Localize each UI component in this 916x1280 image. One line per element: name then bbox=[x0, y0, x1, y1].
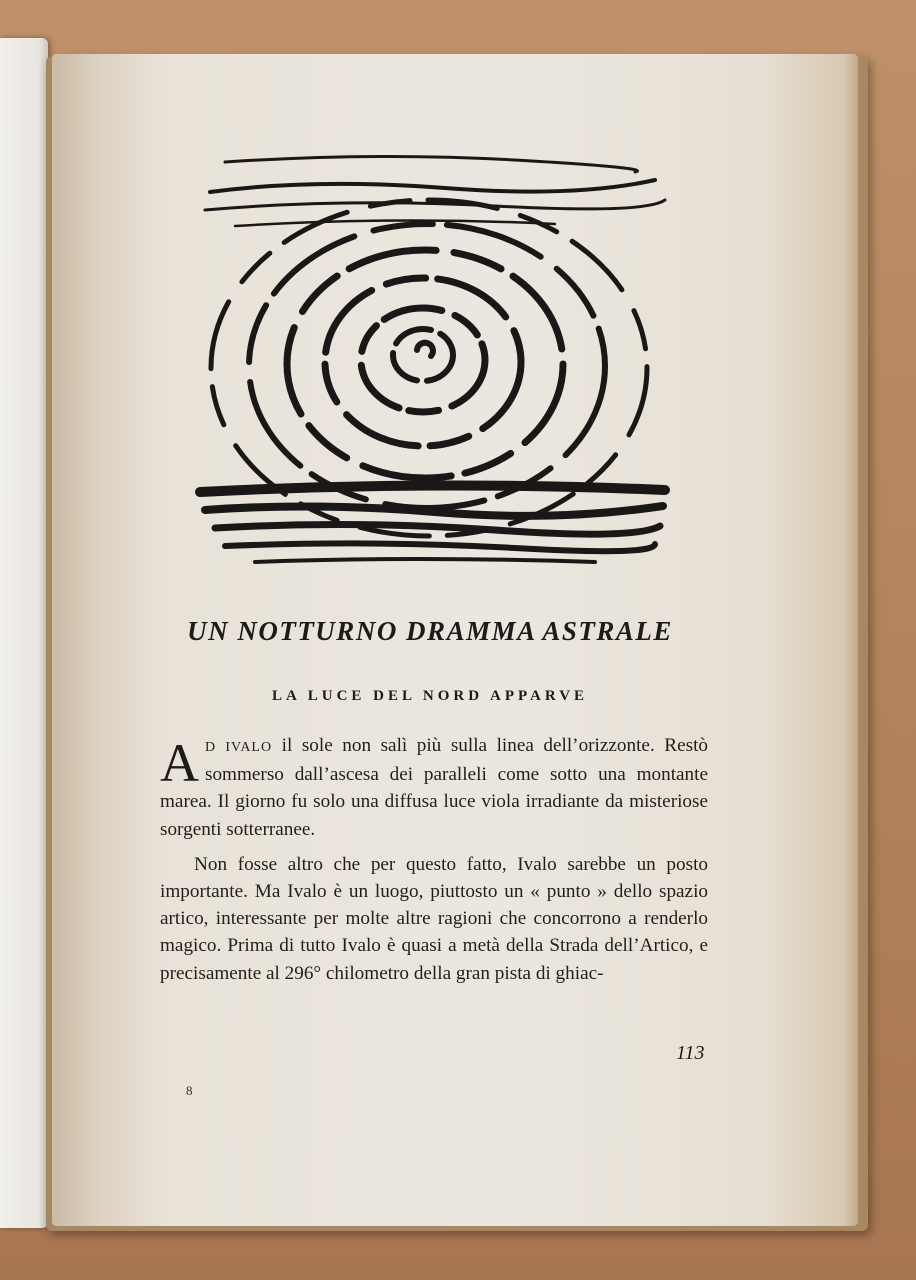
previous-page-edge bbox=[0, 38, 48, 1228]
opening-smallcaps: D IVALO bbox=[205, 740, 273, 755]
chapter-subtitle: LA LUCE DEL NORD APPARVE bbox=[271, 688, 589, 704]
paragraph-2: Non fosse altro che per questo fatto, Ivalo sarebbe un posto importante. Ma Ivalo è un luogo, piuttosto un « punto » dello spazio artico, interessante per molte altre ragioni che concorrono a renderlo magico. Prima di tutto Ivalo è quasi a metà della Strada dell’Artico, e precisamente al 296° chilometro della gran pista di ghiac- bbox=[160, 853, 708, 984]
drop-cap: A bbox=[160, 733, 199, 793]
paragraph-1 bbox=[160, 732, 708, 843]
chapter-title: UN NOTTURNO DRAMMA ASTRALE bbox=[187, 616, 673, 646]
body-text bbox=[160, 732, 708, 987]
woodcut-spiral-illustration bbox=[195, 150, 670, 570]
paragraph-1-text: il sole non salì più sulla linea dell’orizzonte. Restò sommerso dall’ascesa dei paralleli come sotto una montante marea. Il giorno fu solo una diffusa luce viola irradiante da misteriose sorgenti sotterranee. bbox=[160, 735, 708, 840]
signature-mark: 8 bbox=[186, 1083, 193, 1098]
page-number: 113 bbox=[676, 1042, 705, 1064]
